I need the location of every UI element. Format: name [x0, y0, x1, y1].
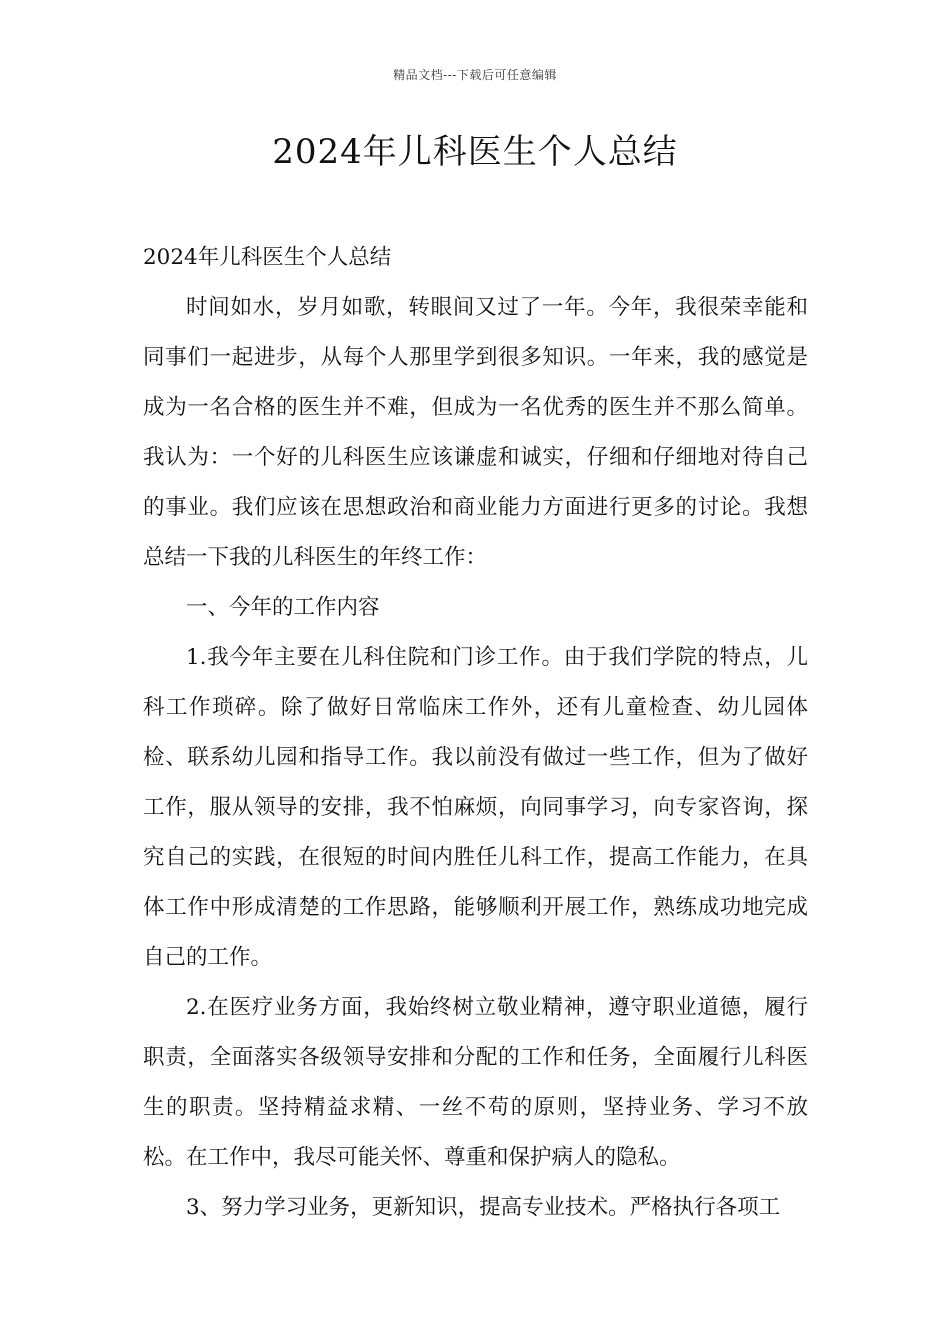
paragraph-item-3: 3、努力学习业务，更新知识，提高专业技术。严格执行各项工 [186, 1195, 781, 1220]
header-note: 精品文档---下载后可任意编辑 [393, 68, 557, 82]
section-heading: 一、今年的工作内容 [186, 595, 380, 620]
paragraph-item-2: 2.在医疗业务方面，我始终树立敬业精神，遵守职业道德，履行职责，全面落实各级领导安排和分配的工作和任务，全面履行儿科医生的职责。坚持精益求精、一丝不苟的原则，坚持业务、学习不放松。在工作中，我尽可能关怀、尊重和保护病人的隐私。 [143, 995, 808, 1170]
intro-paragraph: 时间如水，岁月如歌，转眼间又过了一年。今年，我很荣幸能和同事们一起进步，从每个人那里学到很多知识。一年来，我的感觉是成为一名合格的医生并不难，但成为一名优秀的医生并不那么简单。我认为：一个好的儿科医生应该谦虚和诚实，仔细和仔细地对待自己的事业。我们应该在思想政治和商业能力方面进行更多的讨论。我想总结一下我的儿科医生的年终工作： [143, 295, 808, 570]
paragraph-item-1: 1.我今年主要在儿科住院和门诊工作。由于我们学院的特点，儿科工作琐碎。除了做好日常临床工作外，还有儿童检查、幼儿园体检、联系幼儿园和指导工作。我以前没有做过一些工作，但为了做好工作，服从领导的安排，我不怕麻烦，向同事学习，向专家咨询，探究自己的实践，在很短的时间内胜任儿科工作，提高工作能力，在具体工作中形成清楚的工作思路，能够顺利开展工作，熟练成功地完成自己的工作。 [143, 645, 808, 970]
document-title: 2024年儿科医生个人总结 [272, 132, 678, 172]
document-body [143, 233, 808, 1233]
subtitle-paragraph: 2024年儿科医生个人总结 [143, 245, 392, 270]
